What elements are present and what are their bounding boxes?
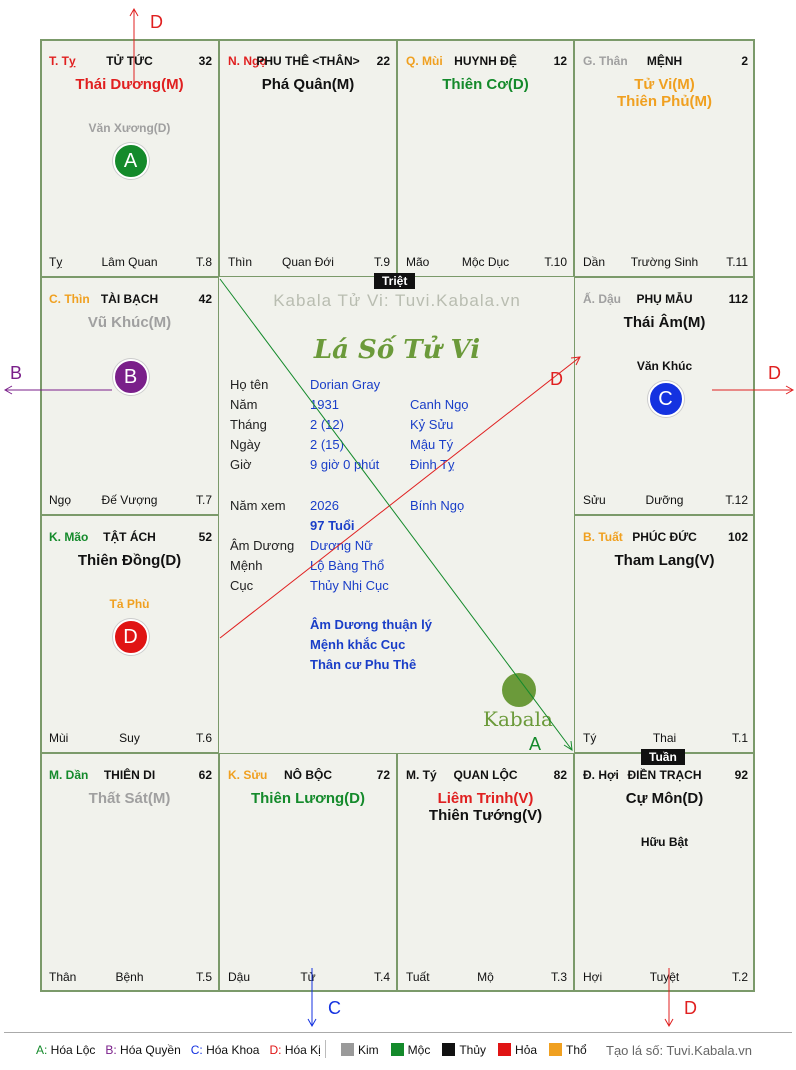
element-swatch (341, 1043, 354, 1056)
palace-decade: T.10 (544, 255, 567, 269)
minor-star: Văn Xương(D) (88, 121, 171, 135)
legend-element-item (498, 1043, 537, 1057)
main-star: Vũ Khúc(M) (87, 314, 172, 331)
palace-decade: T.9 (373, 255, 390, 269)
main-star: Thiên Đồng(D) (77, 552, 182, 569)
main-star: Tử Vi(M) (634, 76, 695, 93)
palace-name: TỬ TỨC (106, 54, 153, 68)
info-can-chi: Canh Ngọ (410, 397, 469, 412)
palace-stage: Bệnh (115, 970, 144, 984)
palace-branch: K. Sửu (228, 768, 268, 782)
arrow-bottom-right-label: D (684, 998, 697, 1018)
main-star: Thiên Phủ(M) (617, 93, 712, 110)
legend-element-item (442, 1043, 486, 1057)
palace-number: 32 (198, 54, 212, 68)
arrow-top-label: D (150, 12, 163, 32)
palace-earthly-branch: Tỵ (49, 255, 63, 269)
palace-stage: Thai (652, 731, 677, 745)
legend-hoa-key: B: (105, 1043, 121, 1057)
main-star: Thiên Lương(D) (250, 790, 365, 807)
palace-stage: Tử (300, 970, 316, 984)
palace-name: ĐIỀN TRẠCH (627, 768, 702, 782)
legend-separator (325, 1040, 326, 1058)
palace-decade: T.5 (195, 970, 212, 984)
watermark-text: Kabala Tử Vi: Tuvi.Kabala.vn (273, 291, 521, 310)
palace-cell[interactable] (40, 277, 219, 515)
palace-branch: B. Tuất (583, 530, 623, 544)
legend-hoa-item (36, 1043, 95, 1057)
palace-name: NÔ BỘC (284, 768, 332, 782)
info-label: Ngày (230, 437, 261, 452)
palace-stage: Lâm Quan (101, 255, 158, 269)
legend-hoa-item (269, 1043, 320, 1057)
palace-earthly-branch: Hợi (583, 970, 603, 984)
palace-branch: M. Tý (406, 768, 437, 782)
legend-hoa-label: Hóa Lộc (50, 1043, 96, 1057)
info-label: Giờ (230, 457, 252, 472)
palace-branch: C. Thìn (49, 292, 90, 306)
minor-star: Hữu Bật (640, 835, 689, 849)
arrow-bottom-left-head (308, 1019, 316, 1026)
legend-element-item (341, 1043, 379, 1057)
palace-stage: Tuyệt (649, 970, 680, 984)
main-star: Thiên Cơ(D) (442, 76, 529, 93)
legend-divider (4, 1032, 792, 1033)
age: 97 Tuổi (310, 518, 355, 533)
info-label: Năm (230, 397, 258, 412)
element-swatch (391, 1043, 404, 1056)
palace-branch: G. Thân (583, 54, 628, 68)
element-swatch (549, 1043, 562, 1056)
palace-cell[interactable] (574, 515, 755, 753)
palace-earthly-branch: Dần (583, 255, 606, 269)
legend-hoa-item (105, 1043, 180, 1057)
palace-earthly-branch: Thìn (228, 255, 253, 269)
palace-name: PHỤ MẪU (636, 292, 693, 306)
legend-hoa (36, 1043, 331, 1057)
arrow-right-label: D (768, 363, 781, 383)
palace-earthly-branch: Tuất (406, 970, 430, 984)
kabala-logo-text: Kabala (483, 707, 553, 731)
legend-hoa-key: D: (269, 1043, 285, 1057)
info-label: Mệnh (230, 558, 263, 573)
main-star: Thất Sát(M) (88, 790, 171, 807)
palace-decade: T.6 (195, 731, 212, 745)
info-value: Thủy Nhị Cục (310, 578, 389, 593)
arrow-right-head (786, 386, 793, 394)
inner-green-label: A (529, 734, 542, 754)
info-label: Cục (230, 578, 254, 593)
note-line: Mệnh khắc Cục (310, 637, 406, 652)
legend-hoa-item (191, 1043, 260, 1057)
palace-number: 62 (198, 768, 212, 782)
legend-hoa-label: Hóa Quyền (120, 1043, 181, 1057)
main-star: Phá Quân(M) (261, 76, 355, 93)
info-can-chi: Đinh Tỵ (410, 457, 455, 472)
palace-cell[interactable] (219, 39, 397, 277)
palace-cell[interactable] (574, 39, 755, 277)
chart-title: Lá Số Tử Vi (313, 335, 481, 365)
inner-red-label: D (550, 369, 563, 389)
arrow-bottom-right-head (665, 1019, 673, 1026)
info-value: 2 (15) (310, 437, 344, 452)
legend-hoa-key: C: (190, 1043, 207, 1057)
palace-stage: Trường Sinh (630, 255, 699, 269)
palace-stage: Suy (119, 731, 140, 745)
legend-element-label: Kim (358, 1043, 379, 1057)
palace-decade: T.3 (550, 970, 567, 984)
legend-element-label: Hỏa (515, 1043, 538, 1057)
palace-cell[interactable] (397, 753, 574, 992)
main-star: Cự Môn(D) (625, 790, 704, 807)
palace-branch: Q. Mùi (406, 54, 443, 68)
legend-element-label: Thủy (459, 1043, 487, 1057)
year-label: Năm xem (230, 498, 286, 513)
palace-number: 112 (728, 292, 748, 306)
legend-element-label: Mộc (407, 1043, 431, 1057)
year-can-chi: Bính Ngọ (410, 498, 465, 513)
arrow-bottom-left-label: C (328, 998, 341, 1018)
legend-element-item (391, 1043, 431, 1057)
palace-earthly-branch: Mùi (49, 731, 69, 745)
arrow-top-head (130, 9, 138, 16)
palace-stage: Quan Đới (282, 255, 334, 269)
palace-earthly-branch: Sửu (583, 493, 606, 507)
palace-decade: T.1 (731, 731, 748, 745)
info-label: Âm Dương (230, 538, 295, 553)
main-star: Tham Lang(V) (614, 552, 715, 569)
palace-earthly-branch: Mão (406, 255, 430, 269)
palace-decade: T.8 (195, 255, 212, 269)
tuan-tag: Tuần (641, 749, 685, 765)
palace-name: THIÊN DI (103, 768, 156, 782)
palace-stage: Dưỡng (645, 493, 684, 507)
transform-badge-b: B (113, 359, 149, 395)
transform-badge-a: A (113, 143, 149, 179)
palace-cell[interactable] (219, 753, 397, 992)
minor-star: Văn Khúc (636, 359, 693, 373)
credit-text[interactable]: Tạo lá số: Tuvi.Kabala.vn (606, 1043, 752, 1058)
palace-number: 92 (734, 768, 748, 782)
legend-hoa-label: Hóa Khoa (206, 1043, 260, 1057)
arrow-left-label: B (10, 363, 23, 383)
palace-cell[interactable] (40, 39, 219, 277)
palace-number: 12 (553, 54, 567, 68)
palace-stage: Mộ (477, 970, 494, 984)
palace-branch: N. Ngọ (228, 54, 267, 68)
palace-branch: Đ. Hợi (583, 768, 619, 782)
palace-earthly-branch: Ngọ (49, 493, 72, 507)
palace-name: TẬT ÁCH (103, 530, 156, 544)
info-value: Dương Nữ (310, 538, 373, 553)
triet-tag: Triệt (374, 273, 415, 289)
palace-decade: T.2 (731, 970, 748, 984)
palace-cell[interactable] (397, 39, 574, 277)
info-can-chi: Mậu Tý (410, 437, 454, 452)
palace-number: 102 (727, 530, 748, 544)
transform-badge-d: D (113, 619, 149, 655)
main-star: Thiên Tướng(V) (428, 807, 543, 824)
palace-branch: K. Mão (49, 530, 89, 544)
palace-name: PHU THÊ <THÂN> (256, 54, 360, 68)
element-swatch (498, 1043, 511, 1056)
palace-branch: Ấ. Dậu (583, 292, 622, 306)
legend-elements (341, 1043, 599, 1057)
palace-name: TÀI BẠCH (100, 292, 159, 306)
palace-number: 42 (198, 292, 212, 306)
info-value: Dorian Gray (310, 377, 381, 392)
year-value: 2026 (310, 498, 339, 513)
palace-number: 82 (553, 768, 567, 782)
palace-number: 72 (376, 768, 390, 782)
palace-cell[interactable] (574, 753, 755, 992)
info-value: 1931 (310, 397, 339, 412)
main-star: Liêm Trinh(V) (437, 790, 534, 807)
palace-cell[interactable] (40, 515, 219, 753)
minor-star: Tả Phù (109, 597, 150, 611)
palace-name: QUAN LỘC (453, 768, 518, 782)
note-line: Thân cư Phu Thê (310, 657, 417, 672)
palace-branch: M. Dần (49, 768, 89, 782)
info-value: Lộ Bàng Thổ (310, 558, 385, 573)
palace-earthly-branch: Dậu (228, 970, 251, 984)
info-can-chi: Kỷ Sửu (410, 417, 454, 432)
palace-name: HUYNH ĐỆ (454, 54, 517, 68)
legend-hoa-key: A: (36, 1043, 51, 1057)
palace-stage: Đế Vượng (101, 493, 158, 507)
palace-cell[interactable] (40, 753, 219, 992)
main-star: Thái Dương(M) (75, 76, 184, 93)
palace-decade: T.4 (373, 970, 390, 984)
palace-stage: Mộc Dục (461, 255, 510, 269)
info-label: Họ tên (230, 377, 269, 392)
info-value: 2 (12) (310, 417, 344, 432)
main-star: Thái Âm(M) (623, 314, 706, 331)
element-swatch (442, 1043, 455, 1056)
palace-number: 52 (198, 530, 212, 544)
note-line: Âm Dương thuận lý (310, 617, 432, 632)
transform-badge-c: C (648, 381, 684, 417)
arrow-left-head (5, 386, 12, 394)
palace-name: MỆNH (646, 54, 683, 68)
legend-hoa-label: Hóa Kị (284, 1043, 321, 1057)
palace-cell[interactable] (574, 277, 755, 515)
palace-earthly-branch: Thân (49, 970, 77, 984)
palace-number: 2 (741, 54, 748, 68)
palace-number: 22 (376, 54, 390, 68)
palace-name: PHÚC ĐỨC (632, 530, 697, 544)
info-label: Tháng (230, 417, 267, 432)
palace-decade: T.11 (726, 255, 748, 269)
palace-earthly-branch: Tý (583, 731, 597, 745)
info-value: 9 giờ 0 phút (310, 457, 380, 472)
palace-branch: T. Tỵ (49, 54, 76, 68)
legend-element-label: Thổ (566, 1043, 587, 1057)
legend-element-item (549, 1043, 587, 1057)
palace-decade: T.12 (725, 493, 748, 507)
palace-decade: T.7 (195, 493, 212, 507)
